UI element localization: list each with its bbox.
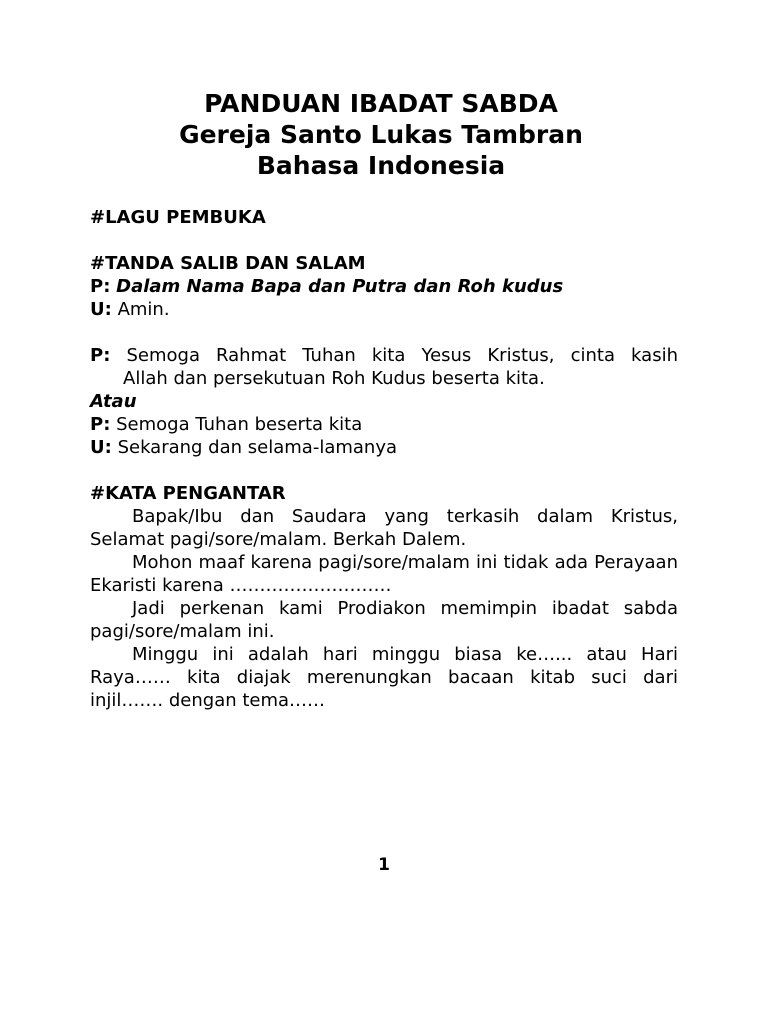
heading-tanda-salib: #TANDA SALIB DAN SALAM bbox=[90, 253, 366, 274]
pengantar-paragraph: Bapak/Ibu dan Saudara yang terkasih dalam Kristus, Selamat pagi/sore/malam. Berkah Dalem. bbox=[90, 506, 678, 550]
people-text: Amin. bbox=[117, 299, 170, 320]
priest-text: Semoga Tuhan beserta kita bbox=[116, 414, 363, 435]
priest-line-1 bbox=[90, 275, 678, 298]
people-line-1 bbox=[90, 298, 678, 321]
people-label: U: bbox=[90, 299, 112, 320]
priest-text: Dalam Nama Bapa dan Putra dan Roh kudus bbox=[116, 276, 564, 297]
page-number: 1 bbox=[378, 855, 390, 875]
people-text: Sekarang dan selama-lamanya bbox=[117, 437, 398, 458]
document-title bbox=[84, 88, 678, 181]
people-label: U: bbox=[90, 437, 112, 458]
atau-label: Atau bbox=[90, 391, 137, 412]
people-line-2 bbox=[90, 436, 678, 459]
priest-text-continued: Allah dan persekutuan Roh Kudus beserta kita. bbox=[123, 368, 545, 389]
pengantar-paragraph: Jadi perkenan kami Prodiakon memimpin ibadat sabda pagi/sore/malam ini. bbox=[90, 598, 678, 642]
document-body bbox=[90, 206, 678, 712]
title-line-3: Bahasa Indonesia bbox=[256, 151, 506, 180]
pengantar-paragraph: Mohon maaf karena pagi/sore/malam ini tidak ada Perayaan Ekaristi karena ……………………… bbox=[90, 552, 678, 596]
heading-kata-pengantar: #KATA PENGANTAR bbox=[90, 483, 286, 504]
priest-text: Semoga Rahmat Tuhan kita Yesus Kristus, cinta kasih bbox=[126, 345, 678, 366]
priest-line-3 bbox=[90, 413, 678, 436]
priest-label: P: bbox=[90, 414, 111, 435]
document-page bbox=[90, 88, 678, 712]
title-line-1: PANDUAN IBADAT SABDA bbox=[204, 89, 558, 118]
heading-lagu-pembuka: #LAGU PEMBUKA bbox=[90, 207, 266, 228]
priest-label: P: bbox=[90, 345, 111, 366]
priest-label: P: bbox=[90, 276, 111, 297]
title-line-2: Gereja Santo Lukas Tambran bbox=[179, 120, 583, 149]
priest-line-2 bbox=[90, 344, 678, 367]
pengantar-paragraph: Minggu ini adalah hari minggu biasa ke…... atau Hari Raya…… kita diajak merenungkan bacaan kitab suci dari injil……. dengan tema…… bbox=[90, 644, 678, 711]
